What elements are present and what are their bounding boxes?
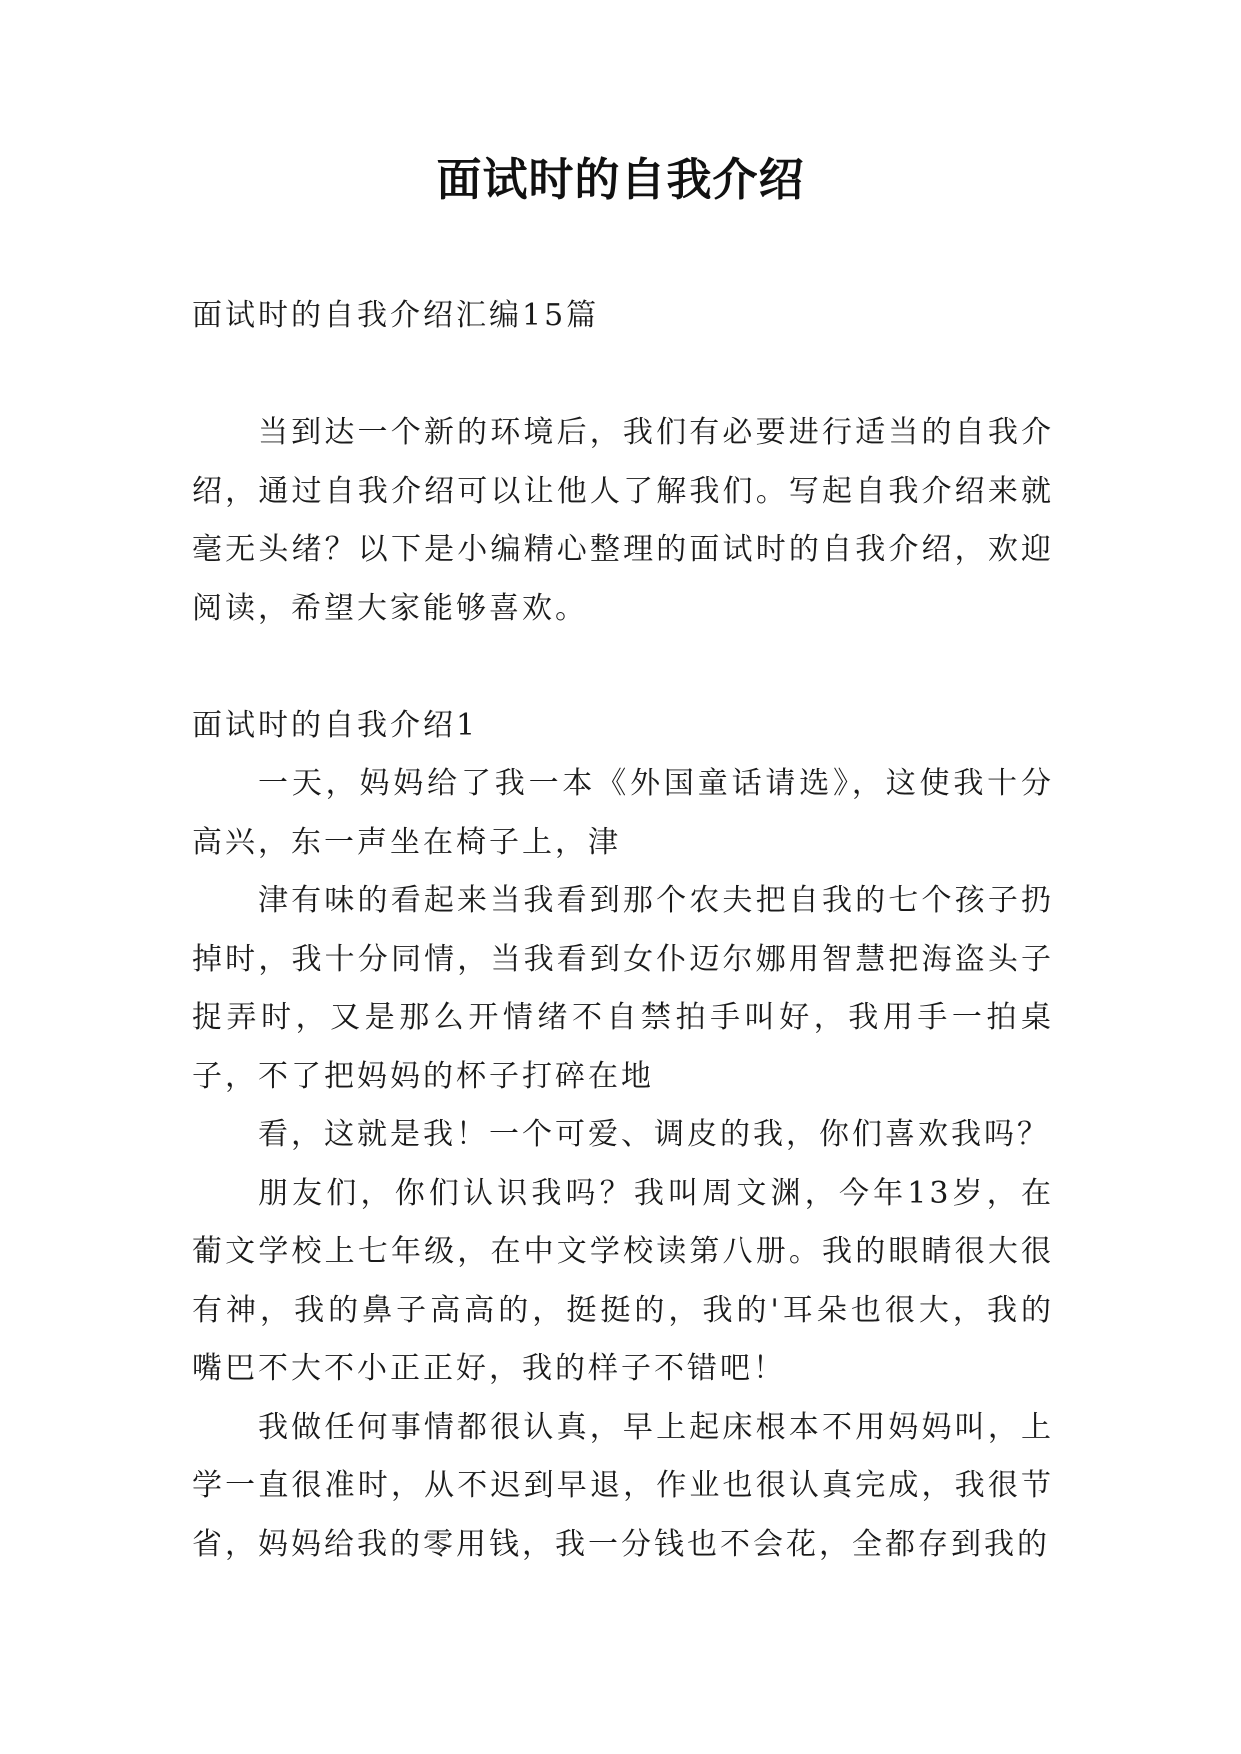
document-body bbox=[192, 287, 1054, 1574]
body-paragraph: 我做任何事情都很认真，早上起床根本不用妈妈叫，上学一直很准时，从不迟到早退，作业也很认真完成，我很节省，妈妈给我的零用钱，我一分钱也不会花，全都存到我的 bbox=[192, 1409, 1054, 1562]
intro-paragraph: 当到达一个新的环境后，我们有必要进行适当的自我介绍，通过自我介绍可以让他人了解我们。写起自我介绍来就毫无头绪？以下是小编精心整理的面试时的自我介绍，欢迎阅读，希望大家能够喜欢。 bbox=[192, 415, 1054, 626]
body-paragraph: 看，这就是我！一个可爱、调皮的我，你们喜欢我吗？ bbox=[258, 1117, 1050, 1152]
body-paragraph: 津有味的看起来当我看到那个农夫把自我的七个孩子扔掉时，我十分同情，当我看到女仆迈尔娜用智慧把海盗头子捉弄时，又是那么开情绪不自禁拍手叫好，我用手一拍桌子，不了把妈妈的杯子打碎在地 bbox=[192, 883, 1054, 1094]
body-paragraph: 一天，妈妈给了我一本《外国童话请选》，这使我十分高兴，东一声坐在椅子上，津 bbox=[192, 766, 1054, 860]
document-subtitle: 面试时的自我介绍汇编15篇 bbox=[192, 298, 600, 333]
section-heading: 面试时的自我介绍1 bbox=[192, 707, 479, 743]
document-title: 面试时的自我介绍 bbox=[436, 153, 805, 206]
body-paragraph: 朋友们，你们认识我吗？我叫周文渊，今年13岁，在葡文学校上七年级，在中文学校读第八册。我的眼睛很大很有神，我的鼻子高高的，挺挺的，我的'耳朵也很大，我的嘴巴不大不小正正好，我的样子不错吧！ bbox=[192, 1175, 1054, 1386]
